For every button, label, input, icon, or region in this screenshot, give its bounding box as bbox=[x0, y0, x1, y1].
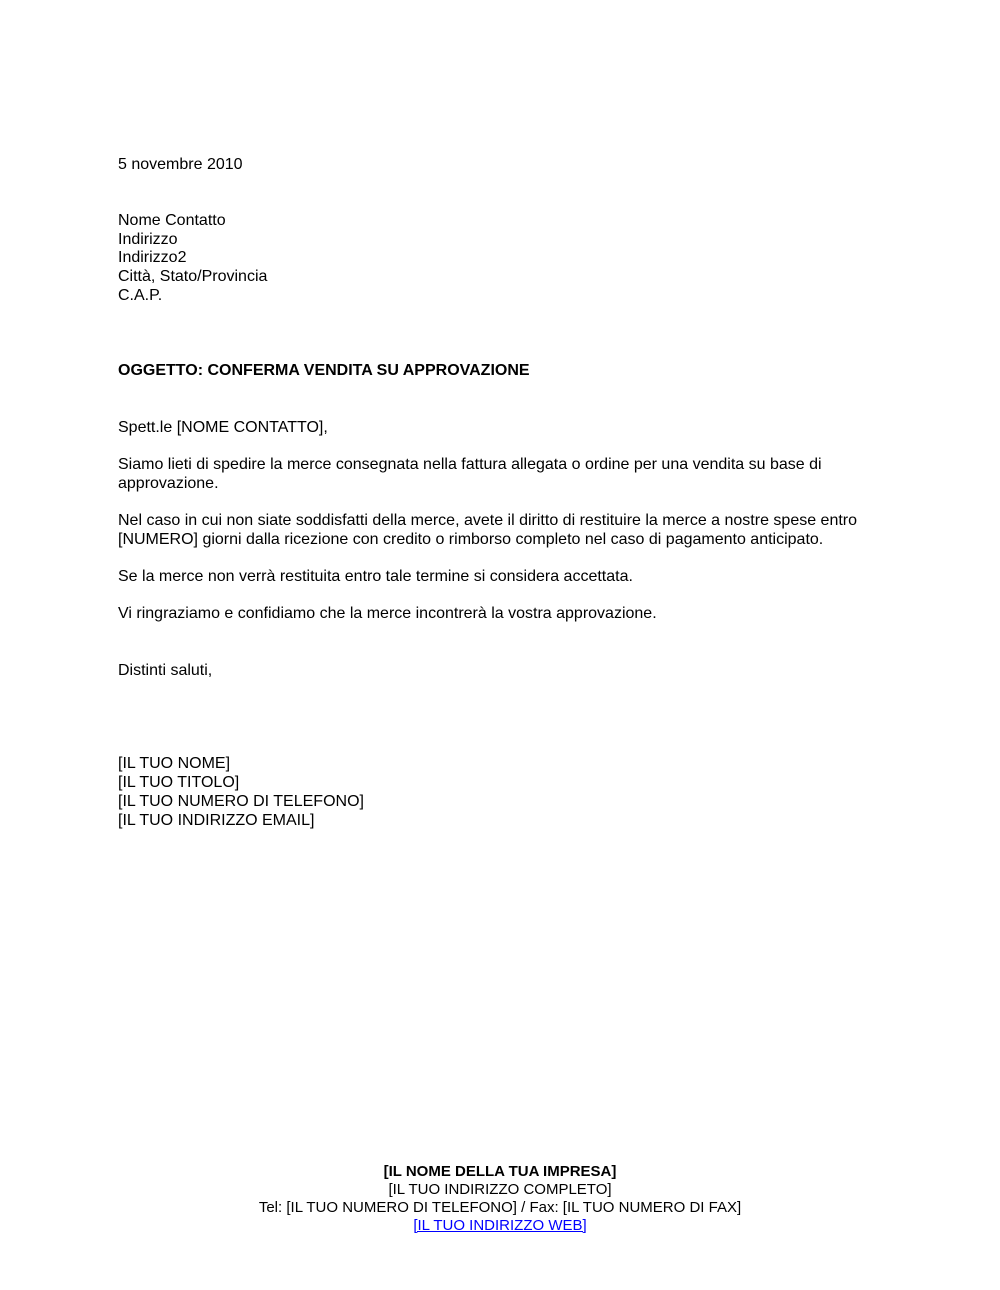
recipient-address1: Indirizzo bbox=[118, 231, 178, 248]
paragraph-3: Se la merce non verrà restituita entro tale termine si considera accettata. bbox=[118, 568, 633, 585]
recipient-name: Nome Contatto bbox=[118, 212, 226, 229]
footer-address: [IL TUO INDIRIZZO COMPLETO] bbox=[388, 1181, 612, 1198]
signature-email: [IL TUO INDIRIZZO EMAIL] bbox=[118, 812, 315, 829]
subject-line: OGGETTO: CONFERMA VENDITA SU APPROVAZIONE bbox=[118, 362, 530, 379]
letter-date: 5 novembre 2010 bbox=[118, 156, 243, 173]
company-footer bbox=[0, 1163, 1000, 1235]
recipient-zip: C.A.P. bbox=[118, 287, 163, 304]
salutation: Spett.le [NOME CONTATTO], bbox=[118, 419, 328, 436]
footer-web-link[interactable]: [IL TUO INDIRIZZO WEB] bbox=[413, 1217, 587, 1234]
paragraph-2-line-2: [NUMERO] giorni dalla ricezione con credito o rimborso completo nel caso di pagamento anticipato. bbox=[118, 531, 824, 548]
footer-contact: Tel: [IL TUO NUMERO DI TELEFONO] / Fax: [IL TUO NUMERO DI FAX] bbox=[258, 1199, 742, 1216]
footer-company-name: [IL NOME DELLA TUA IMPRESA] bbox=[383, 1163, 617, 1180]
paragraph-1-line-1: Siamo lieti di spedire la merce consegnata nella fattura allegata o ordine per una vendita su base di bbox=[118, 456, 822, 473]
paragraph-1-line-2: approvazione. bbox=[118, 475, 219, 492]
signature-title: [IL TUO TITOLO] bbox=[118, 774, 240, 791]
recipient-city-state: Città, Stato/Provincia bbox=[118, 268, 268, 285]
closing: Distinti saluti, bbox=[118, 662, 213, 679]
paragraph-4: Vi ringraziamo e confidiamo che la merce incontrerà la vostra approvazione. bbox=[118, 605, 657, 622]
signature-name: [IL TUO NOME] bbox=[118, 755, 231, 772]
paragraph-2-line-1: Nel caso in cui non siate soddisfatti della merce, avete il diritto di restituire la merce a nostre spese entro bbox=[118, 512, 858, 529]
recipient-address2: Indirizzo2 bbox=[118, 249, 187, 266]
signature-phone: [IL TUO NUMERO DI TELEFONO] bbox=[118, 793, 364, 810]
